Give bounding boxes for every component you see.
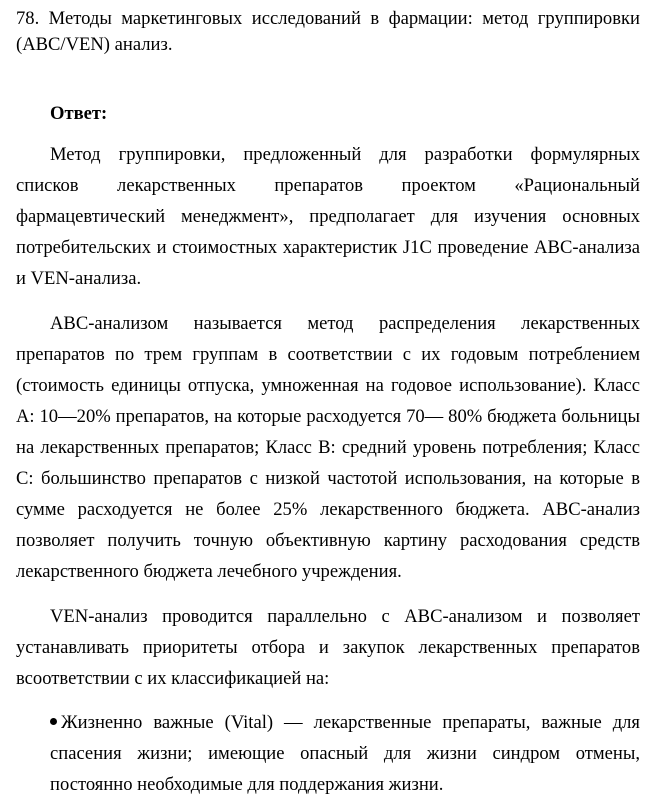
paragraph-grouping-method: Метод группировки, предложенный для разработки формулярных списков лекарственных препаратов проектом «Рациональный фармацевтический менеджмент», предполагает для изучения основных потребительских и стоимостных характеристик J1C проведение ABC-анализа и VEN-анализа. — [16, 144, 640, 289]
list-item-vital — [16, 707, 640, 800]
document-page — [16, 6, 640, 800]
list-item-text: Жизненно важные (Vital) — лекарственные препараты, важные для спасения жизни; имеющие опасный для жизни синдром отмены, постоянно необходимые для поддержания жизни. — [50, 712, 640, 795]
answer-label: Ответ: — [50, 103, 108, 124]
paragraph-abc-analysis: ABC-анализом называется метод распределения лекарственных препаратов по трем группам в соответствии с их годовым потреблением (стоимость единицы отпуска, умноженная на годовое использование). Класс А: 10—20% препаратов, на которые расходуется 70— 80% бюджета больницы на лекарственных препаратов; Класс В: средний уровень потребления; Класс С: большинство препаратов с низкой частотой использования, на которые в сумме расходуется не более 25% лекарственного бюджета. ABC-анализ позволяет получить точную объективную картину расходования средств лекарственного бюджета лечебного учреждения. — [16, 313, 640, 582]
paragraph-ven-analysis: VEN-анализ проводится параллельно с ABC-анализом и позволяет устанавливать приоритеты отбора и закупок лекарственных препаратов всоответствии с их классификацией на: — [16, 606, 640, 689]
question-title: 78. Методы маркетинговых исследований в фармации: метод группировки (ABC/VEN) анализ. — [16, 8, 640, 55]
bullet-dot-icon — [50, 718, 57, 725]
